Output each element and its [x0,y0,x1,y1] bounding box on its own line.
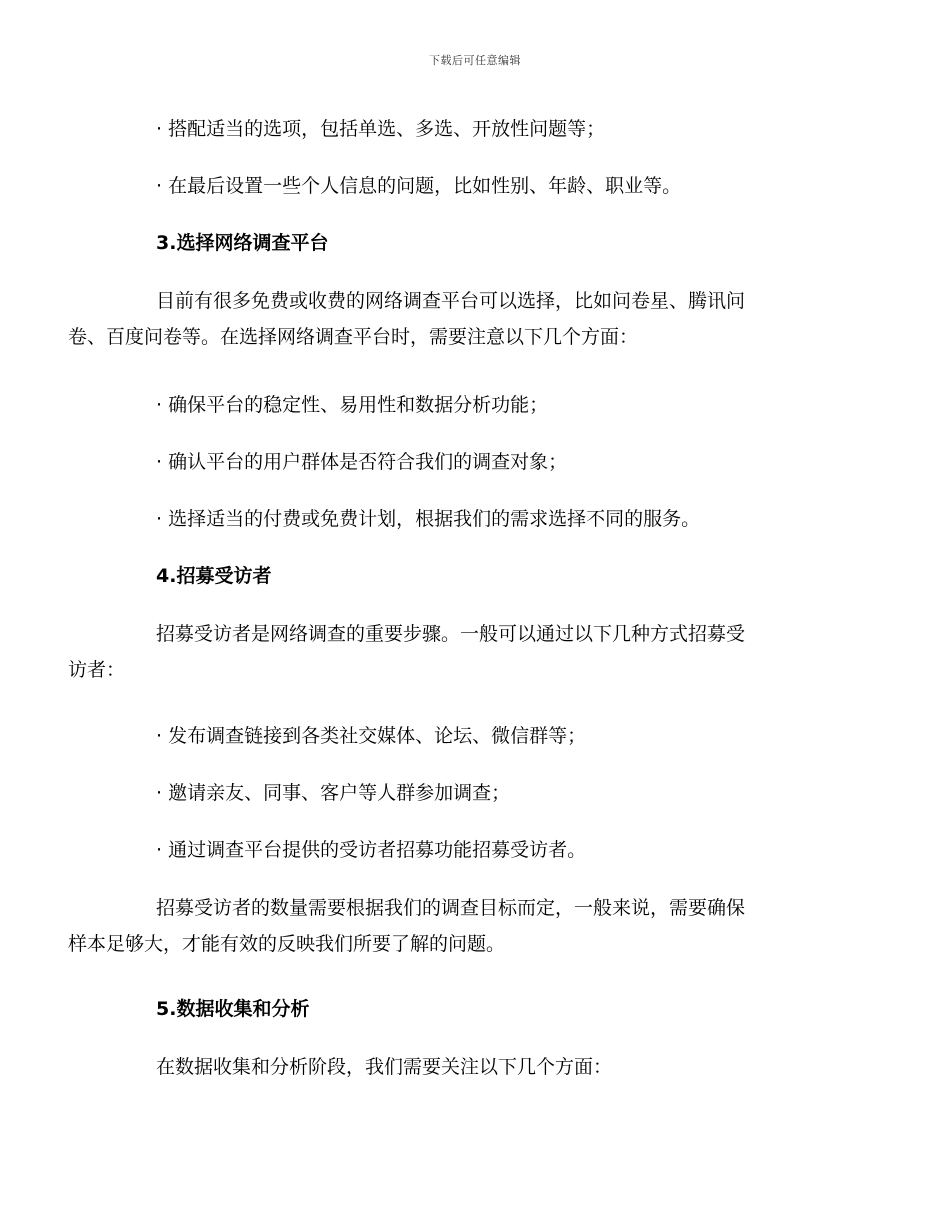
paragraph-line: 招募受访者是网络调查的重要步骤。一般可以通过以下几种方式招募受 [156,623,746,645]
header-note: 下载后可任意编辑 [429,54,521,67]
paragraph-line: 卷、百度问卷等。在选择网络调查平台时，需要注意以下几个方面： [68,326,639,348]
bullet-item: · 在最后设置一些个人信息的问题，比如性别、年龄、职业等。 [156,175,682,197]
bullet-item: · 选择适当的付费或免费计划，根据我们的需求选择不同的服务。 [156,508,701,530]
bullet-item: · 确保平台的稳定性、易用性和数据分析功能； [156,394,549,416]
paragraph-line: 在数据收集和分析阶段，我们需要关注以下几个方面： [156,1056,613,1078]
section-heading: 4.招募受访者 [156,565,272,587]
section-heading: 3.选择网络调查平台 [156,232,329,254]
bullet-item: · 邀请亲友、同事、客户等人群参加调查； [156,782,511,804]
paragraph-line: 目前有很多免费或收费的网络调查平台可以选择，比如问卷星、腾讯问 [156,290,746,312]
body-paragraph [68,890,832,962]
section-heading: 5.数据收集和分析 [156,998,310,1020]
paragraph-line: 访者： [68,659,126,681]
body-paragraph [68,616,832,688]
paragraph-line: 招募受访者的数量需要根据我们的调查目标而定，一般来说，需要确保 [156,897,746,919]
paragraph-line: 样本足够大，才能有效的反映我们所要了解的问题。 [68,933,506,955]
body-paragraph [68,283,832,355]
bullet-item: · 搭配适当的选项，包括单选、多选、开放性问题等； [156,118,606,140]
bullet-item: · 通过调查平台提供的受访者招募功能招募受访者。 [156,839,587,861]
bullet-item: · 确认平台的用户群体是否符合我们的调查对象； [156,451,568,473]
bullet-item: · 发布调查链接到各类社交媒体、论坛、微信群等； [156,725,587,747]
body-paragraph [112,1049,832,1085]
